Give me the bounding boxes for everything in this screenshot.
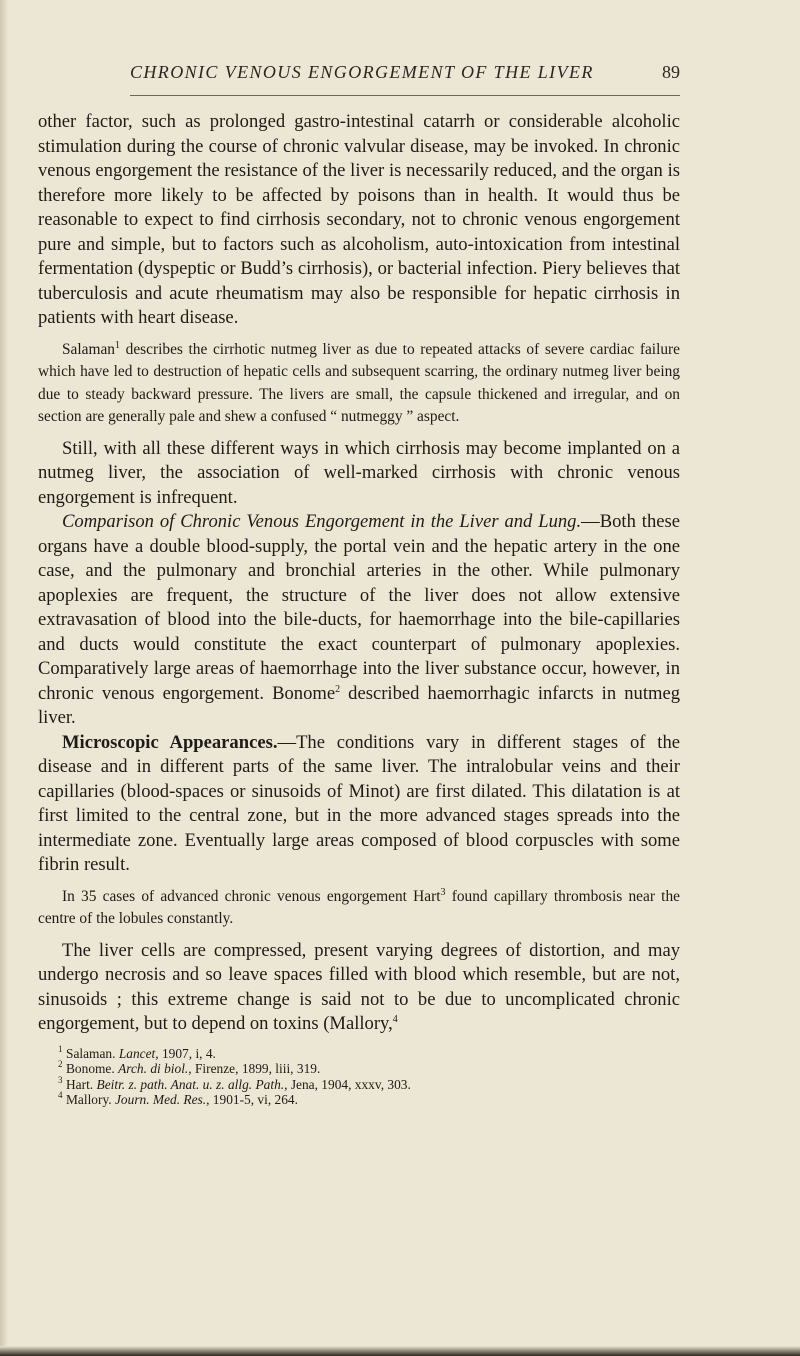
- footnote-ref-2: 2: [335, 683, 341, 695]
- paragraph-4-text: —Both these organs have a double blood-supply, the portal vein and the hepatic artery in the one case, and the pulmonary and bronchial arteries in the other. While pulmonary apoplexies are frequent, the structure of the liver does not allow extensive extravasation of blood into the bile-ducts, for haemorrhage into the bile-capillaries and ducts would constitute the exact counterpart of pulmonary apoplexies. Comparatively large areas of haemorrhage into the liver substance occur, however, in chronic venous engorgement. Bonome: [38, 511, 681, 704]
- footnote-number: 1: [58, 1043, 63, 1054]
- paragraph-5-text: —The conditions vary in different stages of the disease and in different parts of the same liver. The intralobular veins and their capillaries (blood-spaces or sinusoids of Minot) are first dilated. This dilatation is at first limited to the central zone, but in the more advanced stages spreads into the intermediate zone. Eventually large areas composed of blood corpuscles with some fibrin result.: [38, 731, 680, 875]
- footnote-details: 1901-5, vi, 264.: [209, 1092, 298, 1107]
- footnote-ref-1: 1: [115, 339, 120, 351]
- footnote-details: 1907, i, 4.: [158, 1045, 216, 1061]
- page-number: 89: [662, 62, 680, 82]
- footnotes: [38, 1043, 680, 1108]
- footnote-author: Salaman.: [66, 1045, 116, 1061]
- footnote-2: [38, 1061, 680, 1077]
- footnote-author: Bonome.: [66, 1061, 115, 1076]
- footnote-ref-4: 4: [392, 1013, 398, 1025]
- footnote-number: 3: [58, 1074, 63, 1085]
- footnote-number: 4: [58, 1090, 63, 1100]
- paragraph-7-text: The liver cells are compressed, present varying degrees of distortion, and may undergo necrosis and so leave spaces filled with blood which resemble, but are not, sinusoids ; this extreme change is said not to be due to uncomplicated chronic engorgement, but to depend on toxins (Mallory,: [38, 939, 680, 1034]
- footnote-number: 2: [58, 1059, 63, 1069]
- footnote-details: Firenze, 1899, liii, 319.: [191, 1061, 321, 1076]
- footnote-journal: Lancet,: [118, 1045, 159, 1061]
- paragraph-2: [38, 339, 680, 429]
- body-text: [38, 110, 680, 1108]
- paragraph-7: [38, 939, 680, 1037]
- paragraph-6-text: In 35 cases of advanced chronic venous engorgement Hart: [62, 887, 441, 905]
- footnote-author: Hart.: [66, 1076, 94, 1092]
- footnote-ref-3: 3: [440, 886, 446, 898]
- header-rule: [130, 95, 680, 96]
- paragraph-6: [38, 886, 680, 931]
- paragraph-5: [38, 731, 680, 878]
- section-heading-microscopic: Microscopic Appearances.: [62, 731, 278, 753]
- paragraph-2-text: describes the cirrhotic nutmeg liver as due to repeated attacks of severe cardiac failure which have led to destruction of hepatic cells and subsequent scarring, the ordinary nutmeg liver being due to steady backward pressure. The livers are small, the capsule thickened and irregular, and on section are generally pale and shew a confused “ nutmeggy ” aspect.: [38, 340, 680, 425]
- section-heading-comparison: Comparison of Chronic Venous Engorgement in the Liver and Lung.: [62, 511, 582, 532]
- footnote-author: Mallory.: [66, 1092, 112, 1107]
- paragraph-4: [38, 510, 680, 731]
- page-header: [130, 62, 680, 102]
- footnote-1: [38, 1043, 680, 1062]
- paragraph-2-author: Salaman: [62, 340, 115, 358]
- footnote-details: Jena, 1904, xxxv, 303.: [287, 1076, 411, 1092]
- paragraph-1: other factor, such as prolonged gastro-intestinal catarrh or considerable alcoholic stimulation during the course of chronic valvular disease, may be invoked. In chronic venous engorgement the resistance of the liver is necessarily reduced, and the organ is therefore more likely to be affected by poisons than in health. It would thus be reasonable to expect to find cirrhosis secondary, not to chronic venous engorgement pure and simple, but to factors such as alcoholism, auto-intoxication from intestinal fermentation (dyspeptic or Budd’s cirrhosis), or bacterial infection. Piery believes that tuberculosis and acute rheumatism may also be responsible for hepatic cirrhosis in patients with heart disease.: [38, 111, 680, 328]
- paragraph-3: Still, with all these different ways in which cirrhosis may become implanted on a nutmeg liver, the association of well-marked cirrhosis with chronic venous engorgement is infrequent.: [38, 437, 680, 508]
- footnote-journal: Arch. di biol.,: [118, 1061, 192, 1076]
- paragraph-6-text-end: found capillary thrombosis near the centre of the lobules constantly.: [38, 887, 680, 927]
- footnote-4: [38, 1092, 680, 1108]
- paragraph-4-text-end: described haemorrhagic infarcts in nutmeg liver.: [38, 682, 680, 728]
- footnote-3: [38, 1074, 680, 1093]
- page-edge-shadow: [0, 0, 8, 1356]
- footnote-journal: Journ. Med. Res.,: [114, 1092, 210, 1107]
- running-head: CHRONIC VENOUS ENGORGEMENT OF THE LIVER: [130, 62, 594, 82]
- footnote-journal: Beitr. z. path. Anat. u. z. allg. Path.,: [96, 1076, 288, 1092]
- page-bottom-shadow: [0, 1346, 800, 1356]
